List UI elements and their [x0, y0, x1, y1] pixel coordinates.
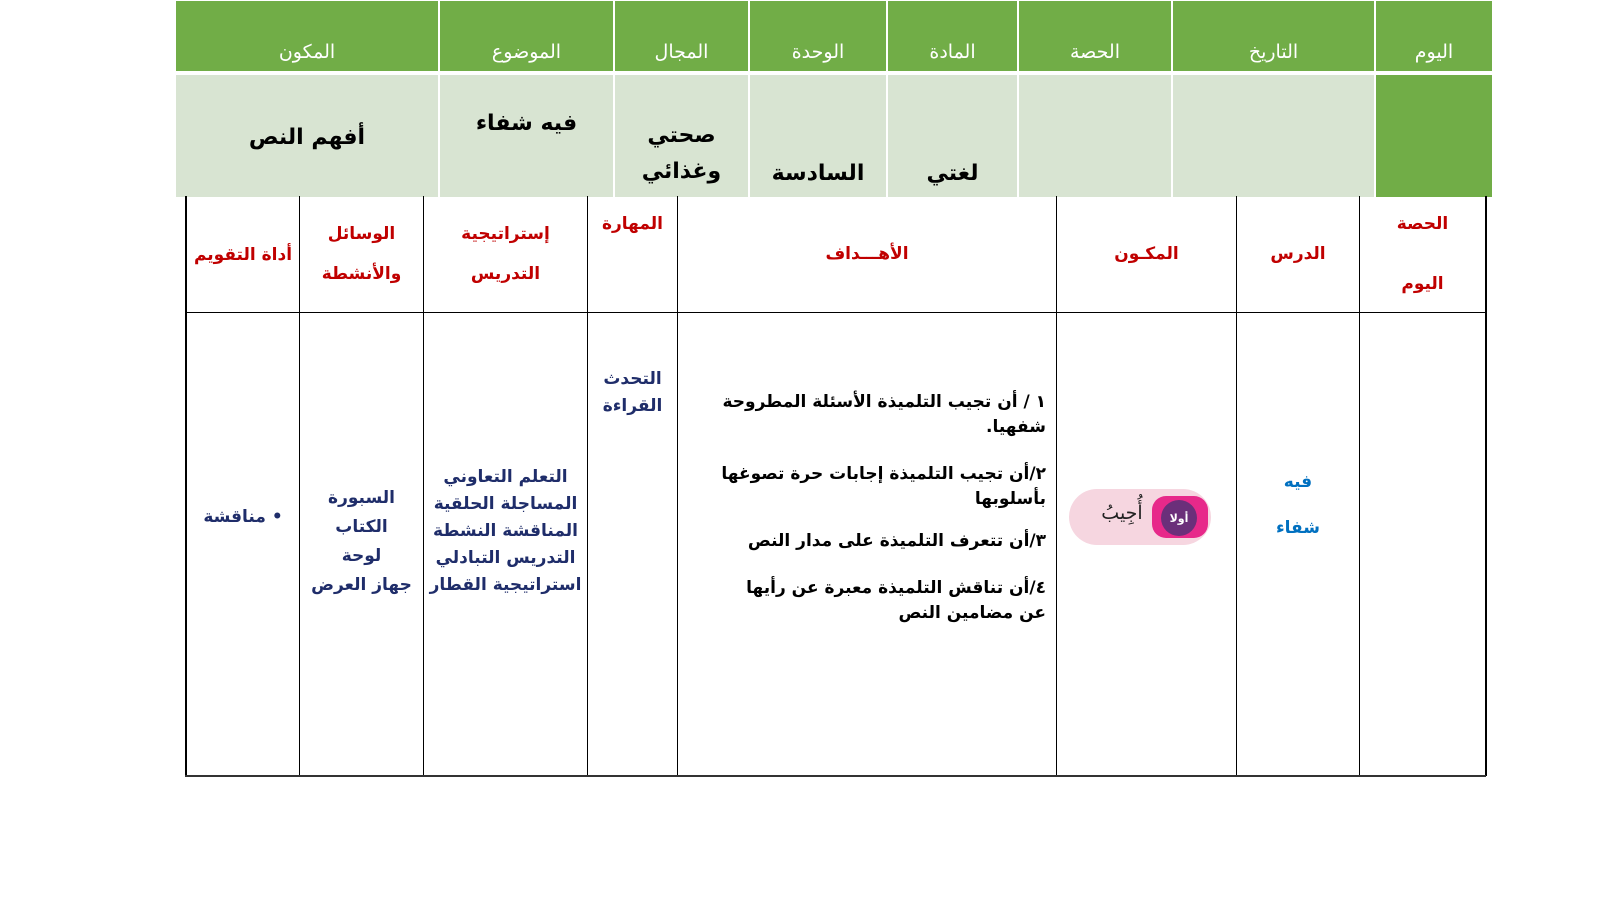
header-label-field: المجال [615, 1, 750, 71]
header-value-day [1376, 75, 1492, 197]
header-value-subject: لغتي [888, 75, 1019, 197]
header-label-component: المكون [176, 1, 440, 71]
tools-list [300, 484, 423, 600]
strategy-item: استراتيجية القطار [429, 575, 582, 595]
header-label-subject: المادة [888, 1, 1019, 71]
header-label-day: اليوم [1376, 1, 1492, 71]
tool-item: جهاز العرض [311, 575, 412, 595]
tool-item: الكتاب [335, 517, 388, 537]
skill-item: التحدث [603, 369, 662, 389]
header-label-period: الحصة [1019, 1, 1173, 71]
objective-item: ١ / أن تجيب التلميذة الأسئلة المطروحة شفهيا. [722, 392, 1046, 437]
col-head-lesson: الدرس [1270, 244, 1326, 264]
header-value-unit: السادسة [750, 75, 888, 197]
skill-item: القراءة [602, 396, 663, 416]
col-head-period-day: الحصة اليوم [1396, 214, 1449, 294]
col-head-skill: المهارة [601, 214, 664, 234]
header-value-component: أفهم النص [176, 75, 440, 197]
col-head-assessment: أداة التقويم [193, 245, 293, 265]
strategy-item: التدريس التبادلي [435, 548, 576, 568]
header-value-field: صحتي وغذائي [615, 75, 750, 197]
col-head-component: المكـون [1114, 244, 1179, 264]
skills-list [588, 366, 677, 420]
strategy-item: التعلم التعاوني [443, 467, 568, 487]
badge-number: أولا [1161, 500, 1197, 536]
strategy-item: المناقشة النشطة [433, 521, 578, 541]
objective-item: ٣/أن تتعرف التلميذة على مدار النص [747, 531, 1046, 551]
header-label-date: التاريخ [1173, 1, 1376, 71]
tool-item: السبورة [328, 488, 395, 508]
header-label-unit: الوحدة [750, 1, 888, 71]
tool-item: لوحة [341, 546, 382, 566]
badge-label: أُجِيبُ [1101, 502, 1143, 524]
lesson-name: فيه شفاء [1275, 472, 1321, 538]
header-value-period [1019, 75, 1173, 197]
col-head-objectives: الأهـــداف [825, 244, 909, 264]
col-head-strategy: إستراتيجية التدريس [461, 224, 550, 284]
strategies-list [424, 464, 587, 599]
col-head-tools: الوسائل والأنشطة [321, 224, 402, 284]
header-value-date [1173, 75, 1376, 197]
strategy-item: المساجلة الحلقية [433, 494, 578, 514]
assessment-item: • مناقشة [203, 507, 283, 527]
objective-item: ٤/أن تناقش التلميذة معبرة عن رأيها عن مضامين النص [746, 578, 1046, 623]
header-label-topic: الموضوع [440, 1, 615, 71]
objective-item: ٢/أن تجيب التلميذة إجابات حرة تصوغها بأسلوبها [721, 464, 1046, 509]
header-value-topic: فيه شفاء [440, 75, 615, 197]
